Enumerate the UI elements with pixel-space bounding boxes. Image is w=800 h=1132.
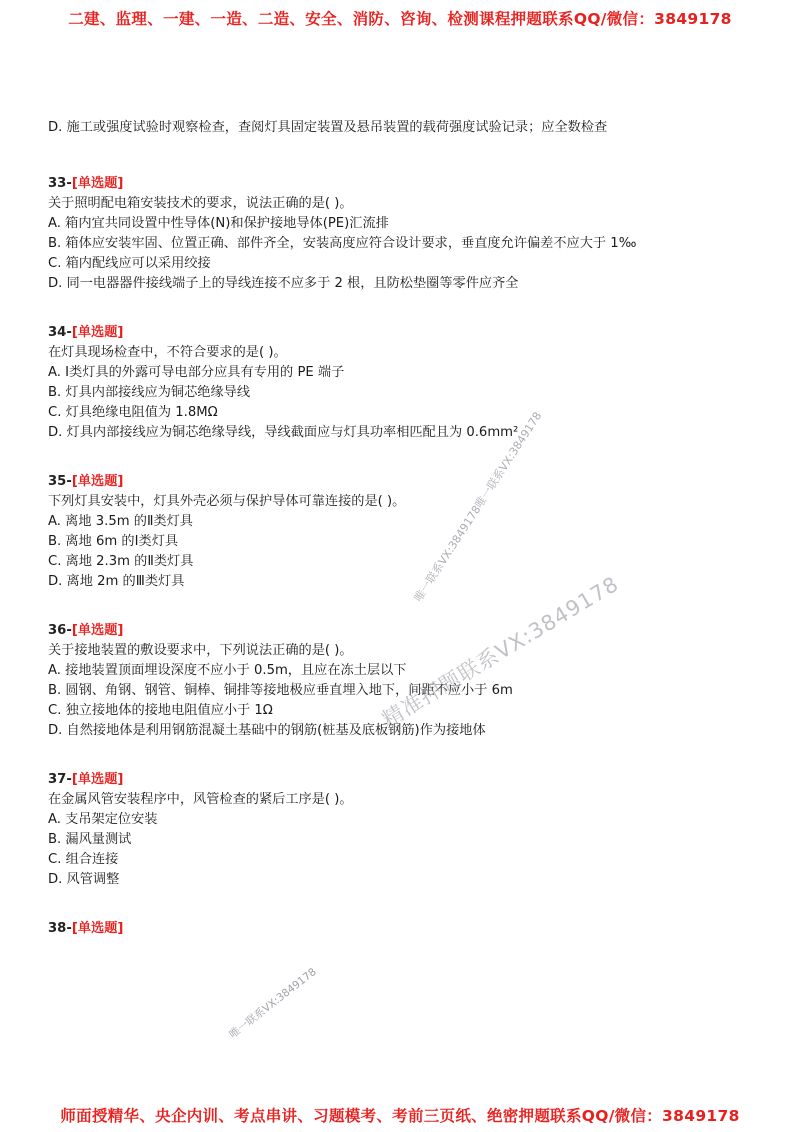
question-35 — [48, 472, 768, 592]
question-34 — [48, 323, 768, 443]
watermark-bottom-small: 唯一联系VX:3849178 — [227, 965, 319, 1042]
option-b: B. 灯具内部接线应为铜芯绝缘导线 — [48, 385, 251, 400]
option-d: D. 风管调整 — [48, 872, 120, 887]
option-c: C. 箱内配线应可以采用绞接 — [48, 256, 211, 271]
header-banner: 二建、监理、一建、一造、二造、安全、消防、咨询、检测课程押题联系QQ/微信：3849178 — [68, 10, 732, 28]
question-number: 37- — [48, 772, 72, 787]
question-type: [单选题] — [71, 623, 124, 638]
option-d: D. 同一电器器件接线端子上的导线连接不应多于 2 根，且防松垫圈等零件应齐全 — [48, 276, 519, 291]
option-c: C. 灯具绝缘电阻值为 1.8MΩ — [48, 405, 218, 420]
document-body — [48, 118, 768, 968]
question-number: 35- — [48, 474, 72, 489]
question-stem: 下列灯具安装中，灯具外壳必须与保护导体可靠连接的是( )。 — [48, 494, 406, 509]
question-header — [48, 174, 768, 194]
question-number: 38- — [48, 921, 72, 936]
question-header — [48, 323, 768, 343]
option-a: A. 支吊架定位安装 — [48, 812, 158, 827]
option-d: D. 自然接地体是利用钢筋混凝土基础中的钢筋(桩基及底板钢筋)作为接地体 — [48, 723, 486, 738]
question-stem: 关于接地装置的敷设要求中，下列说法正确的是( )。 — [48, 643, 353, 658]
option-b: B. 圆钢、角钢、钢管、铜棒、铜排等接地极应垂直埋入地下，间距不应小于 6m — [48, 683, 513, 698]
question-number: 33- — [48, 176, 72, 191]
question-36 — [48, 621, 768, 741]
question-header — [48, 621, 768, 641]
question-number: 34- — [48, 325, 72, 340]
option-a: A. Ⅰ类灯具的外露可导电部分应具有专用的 PE 端子 — [48, 365, 345, 380]
question-type: [单选题] — [71, 772, 124, 787]
question-stem: 在灯具现场检查中，不符合要求的是( )。 — [48, 345, 287, 360]
option-d: D. 离地 2m 的Ⅲ类灯具 — [48, 574, 185, 589]
option-a: A. 接地装置顶面埋设深度不应小于 0.5m，且应在冻土层以下 — [48, 663, 407, 678]
option-b: B. 漏风量测试 — [48, 832, 132, 847]
watermark-large: 精准押题联系VX:3849178 — [378, 571, 624, 733]
option-b: B. 离地 6m 的Ⅰ类灯具 — [48, 534, 179, 549]
question-header — [48, 919, 768, 939]
question-type: [单选题] — [71, 176, 124, 191]
question-type: [单选题] — [71, 474, 124, 489]
option-c: C. 离地 2.3m 的Ⅱ类灯具 — [48, 554, 194, 569]
question-stem: 在金属风管安装程序中，风管检查的紧后工序是( )。 — [48, 792, 353, 807]
option-c: C. 组合连接 — [48, 852, 119, 867]
question-header — [48, 770, 768, 790]
question-number: 36- — [48, 623, 72, 638]
question-37 — [48, 770, 768, 890]
option-d: D. 灯具内部接线应为铜芯绝缘导线，导线截面应与灯具功率相匹配且为 0.6mm² — [48, 425, 519, 440]
question-type: [单选题] — [71, 325, 124, 340]
option-a: A. 离地 3.5m 的Ⅱ类灯具 — [48, 514, 193, 529]
question-header — [48, 472, 768, 492]
question-stem: 关于照明配电箱安装技术的要求，说法正确的是( )。 — [48, 196, 353, 211]
footer-banner: 师面授精华、央企内训、考点串讲、习题模考、考前三页纸、绝密押题联系QQ/微信：3849178 — [60, 1107, 740, 1125]
watermark-small-diagonal: 唯一联系VX:3849178唯一联系VX:3849178 — [411, 409, 545, 605]
question-type: [单选题] — [71, 921, 124, 936]
option-a: A. 箱内宜共同设置中性导体(N)和保护接地导体(PE)汇流排 — [48, 216, 389, 231]
leading-option: D. 施工或强度试验时观察检查，查阅灯具固定装置及悬吊装置的载荷强度试验记录；应全数检查 — [48, 120, 608, 135]
option-c: C. 独立接地体的接地电阻值应小于 1Ω — [48, 703, 273, 718]
option-b: B. 箱体应安装牢固、位置正确、部件齐全，安装高度应符合设计要求，垂直度允许偏差不应大于 1‰ — [48, 236, 637, 251]
question-38 — [48, 919, 768, 939]
question-33 — [48, 174, 768, 294]
